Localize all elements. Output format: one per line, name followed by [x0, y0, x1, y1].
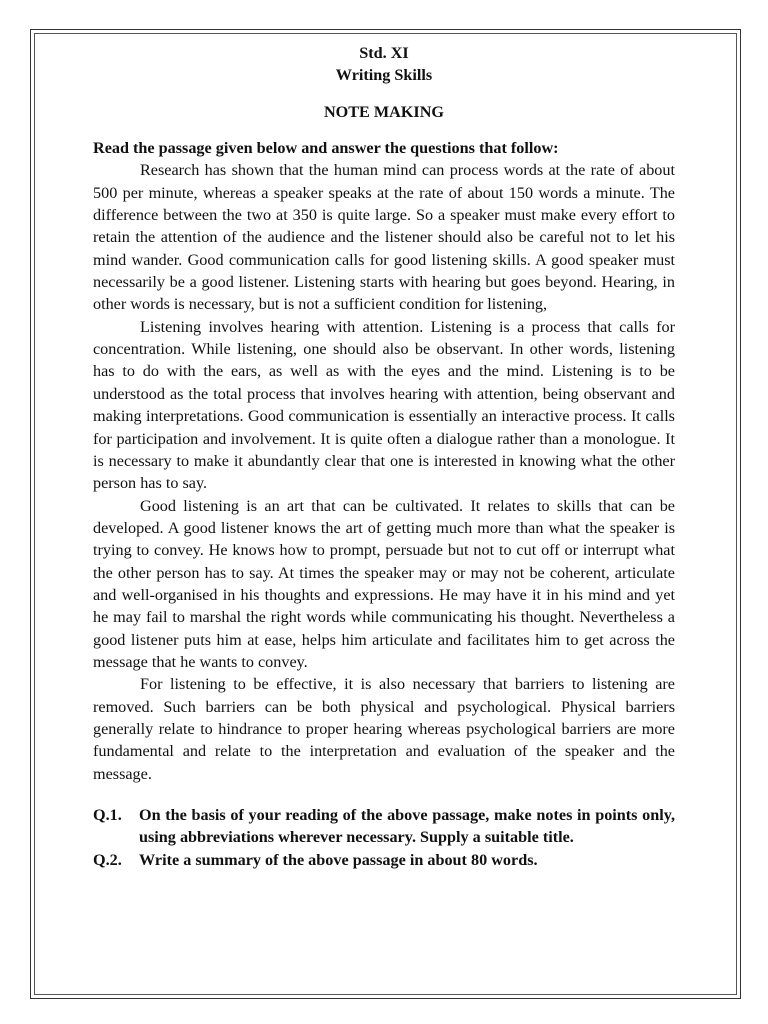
passage-paragraph-4: For listening to be effective, it is also necessary that barriers to listening are removed. Such barriers can be both physical and psychological. Physical barriers generally relate to hindrance to proper hearing whereas psychological barriers are more fundamental and relate to the interpretation and evaluation of the speaker and the message. [93, 675, 675, 783]
question-text: Write a summary of the above passage in about 80 words. [139, 850, 538, 869]
passage-paragraph-3: Good listening is an art that can be cultivated. It relates to skills that can be developed. A good listener knows the art of getting much more than what the speaker is trying to convey. He knows how to prompt, persuade but not to cut off or interrupt what the other person has to say. At times the speaker may or may not be coherent, articulate and well-organised in his thoughts and expressions. He may have it in his mind and yet he may fail to marshal the right words while communicating his thought. Nevertheless a good listener puts him at ease, helps him articulate and facilitates him to get across the message that he wants to convey. [93, 496, 675, 671]
page-title: NOTE MAKING [323, 102, 445, 121]
passage-paragraph-2: Listening involves hearing with attention. Listening is a process that calls for concentration. While listening, one should also be observant. In other words, listening has to do with the ears, as well as with the eyes and the mind. Listening is to be understood as the total process that involves hearing with attention, being observant and making interpretations. Good communication is essentially an interactive process. It calls for participation and involvement. It is quite often a dialogue rather than a monologue. It is necessary to make it abundantly clear that one is interested in knowing what the other person has to say. [93, 317, 675, 493]
question-text: On the basis of your reading of the above passage, make notes in points only, using abbreviations wherever necessary. Supply a suitable title. [139, 806, 675, 847]
instruction-text: Read the passage given below and answer the questions that follow: [93, 139, 559, 158]
passage-paragraph-1: Research has shown that the human mind can process words at the rate of about 500 per minute, whereas a speaker speaks at the rate of about 150 words a minute. The difference between the two at 350 is quite large. So a speaker must make every effort to retain the attention of the audience and the listener should also be careful not to let his mind wander. Good communication calls for good listening skills. A good speaker must necessarily be a good listener. Listening starts with hearing but goes beyond. Hearing, in other words is necessary, but is not a sufficient condition for listening, [93, 161, 675, 314]
question-2 [93, 849, 675, 871]
subject-heading: Writing Skills [335, 66, 433, 85]
class-heading: Std. XI [359, 44, 409, 62]
questions-list [93, 804, 675, 871]
question-1 [93, 804, 675, 849]
document-body [93, 42, 675, 871]
question-number: Q.1. [93, 806, 122, 824]
question-number: Q.2. [93, 850, 122, 869]
